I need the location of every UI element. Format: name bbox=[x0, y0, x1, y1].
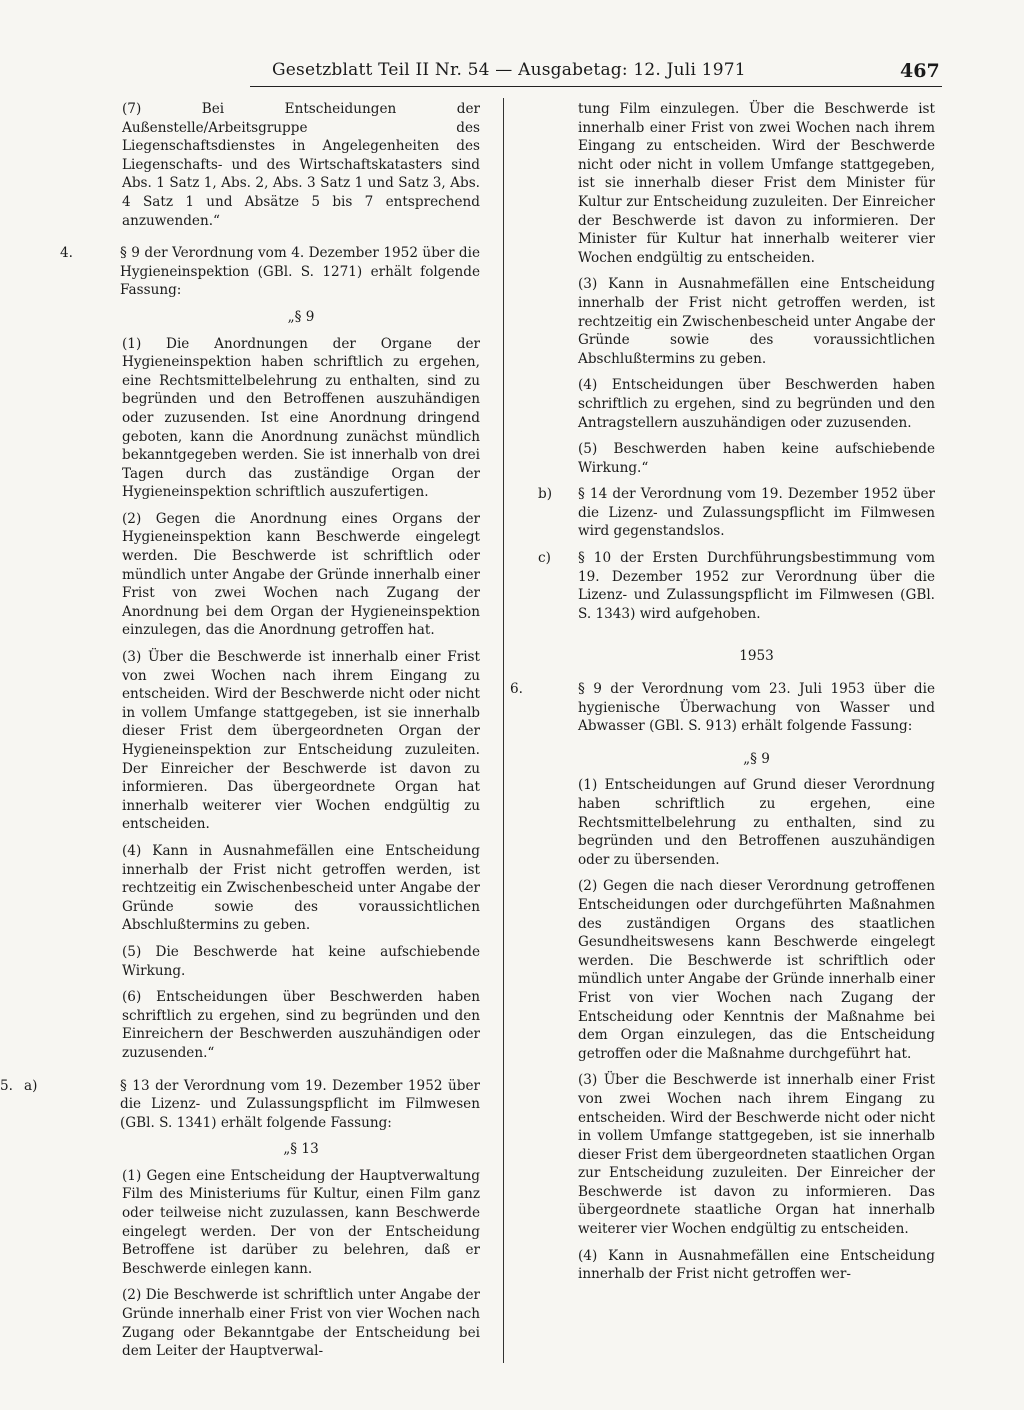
section-heading: „§ 9 bbox=[287, 308, 315, 325]
item-5b-text: § 14 der Verordnung vom 19. Dezember 1952 über die Lizenz- und Zulassungspflicht im Filmwesen wird gegenstandslos. bbox=[578, 486, 935, 540]
paragraph-2: (2) Gegen die Anordnung eines Organs der Hygieneinspektion kann Beschwerde eingelegt werden. Die Beschwerde ist schriftlich oder mündlich unter Angabe der Gründe innerhalb einer Frist von zwei Wochen nach Zugang der Anordnung bei dem Organ der Hygieneinspektion einzulegen, das die Anordnung getroffen hat. bbox=[122, 510, 480, 639]
column-divider bbox=[503, 98, 504, 1363]
item-4 bbox=[60, 244, 480, 300]
paragraph-4: (4) Entscheidungen über Beschwerden haben schriftlich zu ergehen, sind zu begründen und den Antragstellern auszuhändigen oder zuzusenden. bbox=[578, 377, 935, 431]
paragraph-3: (3) Kann in Ausnahmefällen eine Entscheidung innerhalb der Frist nicht getroffen werden, ist rechtzeitig ein Zwischenbescheid unter Angabe der Gründe sowie des voraussichtlichen Abschlußtermins zu geben. bbox=[578, 276, 935, 367]
header-rule bbox=[250, 86, 942, 87]
item-6-number: 6. bbox=[510, 681, 523, 698]
item-5a-label: a) bbox=[24, 1077, 38, 1094]
item-4-text: § 9 der Verordnung vom 4. Dezember 1952 über die Hygieneinspektion (GBl. S. 1271) erhält folgende Fassung: bbox=[120, 245, 480, 299]
item-5-label: 5. bbox=[0, 1077, 13, 1094]
paragraph-3: (3) Über die Beschwerde ist innerhalb einer Frist von zwei Wochen nach ihrem Eingang zu entscheiden. Wird der Beschwerde nicht oder nicht in vollem Umfange stattgegeben, ist sie innerhalb dieser Frist dem übergeordneten Organ der Hygieneinspektion zur Entscheidung zuzuleiten. Der Einreicher der Beschwerde ist davon zu informieren. Das übergeordnete Organ hat innerhalb weiterer vier Wochen endgültig zu entscheiden. bbox=[122, 649, 480, 833]
paragraph-1: (1) Gegen eine Entscheidung der Hauptverwaltung Film des Ministeriums für Kultur, einen Film ganz oder teilweise nicht zuzulassen, kann Beschwerde eingelegt werden. Der von der Entscheidung Betroffene ist darüber zu belehren, daß er Beschwerde einlegen kann. bbox=[122, 1167, 480, 1277]
item-5c-label: c) bbox=[538, 550, 551, 567]
page-number: 467 bbox=[900, 60, 940, 82]
section-heading: „§ 9 bbox=[743, 750, 770, 767]
item-5b bbox=[510, 485, 935, 541]
item-5a-text: § 13 der Verordnung vom 19. Dezember 1952 über die Lizenz- und Zulassungspflicht im Filmwesen (GBl. S. 1341) erhält folgende Fassung: bbox=[120, 1077, 480, 1131]
item-5c-text: § 10 der Ersten Durchführungsbestimmung vom 19. Dezember 1952 zur Verordnung über die Lizenz- und Zulassungspflicht im Filmwesen (GBl. S. 1343) wird aufgehoben. bbox=[578, 550, 935, 622]
paragraph-3: (3) Über die Beschwerde ist innerhalb einer Frist von zwei Wochen nach ihrem Eingang zu entscheiden. Wird der Beschwerde nicht oder nicht in vollem Umfange stattgegeben, ist sie innerhalb dieser Frist dem übergeordneten staatlichen Organ zur Entscheidung zuzuleiten. Der Einreicher der Beschwerde ist davon zu informieren. Das übergeordnete staatliche Organ hat innerhalb weiterer vier Wochen endgültig zu entscheiden. bbox=[578, 1072, 935, 1238]
left-column bbox=[0, 100, 480, 1369]
paragraph-1: (1) Entscheidungen auf Grund dieser Verordnung haben schriftlich zu ergehen, eine Rechtsmittelbelehrung zu enthalten, sind zu begründen und den Betroffenen auszuhändigen oder zu übersenden. bbox=[578, 777, 935, 868]
paragraph-5: (5) Die Beschwerde hat keine aufschiebende Wirkung. bbox=[122, 943, 480, 979]
year-heading: 1953 bbox=[739, 648, 774, 665]
paragraph-4: (4) Kann in Ausnahmefällen eine Entscheidung innerhalb der Frist nicht getroffen wer- bbox=[578, 1247, 935, 1283]
page-header bbox=[0, 58, 1024, 88]
right-column bbox=[510, 100, 935, 1292]
item-4-number: 4. bbox=[60, 245, 73, 262]
running-title: Gesetzblatt Teil II Nr. 54 — Ausgabetag: 12. Juli 1971 bbox=[272, 60, 746, 80]
paragraph-7: (7) Bei Entscheidungen der Außenstelle/Arbeitsgruppe des Liegenschaftsdienstes in Angelegenheiten des Liegenschafts- und des Wirtschaftskatasters sind Abs. 1 Satz 1, Abs. 2, Abs. 3 Satz 1 und Satz 3, Abs. 4 Satz 1 und Absätze 5 bis 7 entsprechend anzuwenden.“ bbox=[122, 101, 480, 229]
paragraph-4: (4) Kann in Ausnahmefällen eine Entscheidung innerhalb der Frist nicht getroffen werden, ist rechtzeitig ein Zwischenbescheid unter Angabe der Gründe sowie des voraussichtlichen Abschlußtermins zu geben. bbox=[122, 842, 480, 934]
paragraph-continued: tung Film einzulegen. Über die Beschwerde ist innerhalb einer Frist von zwei Wochen nach ihrem Eingang zu entscheiden. Wird der Beschwerde nicht oder nicht in vollem Umfange stattgegeben, ist sie innerhalb dieser Frist dem Minister für Kultur zur Entscheidung zuzuleiten. Der Einreicher der Beschwerde ist davon zu informieren. Der Minister für Kultur hat innerhalb weiterer vier Wochen endgültig zu entscheiden. bbox=[578, 101, 935, 266]
item-5a bbox=[0, 1077, 480, 1133]
paragraph-1: (1) Die Anordnungen der Organe der Hygieneinspektion haben schriftlich zu ergehen, eine Rechtsmittelbelehrung zu enthalten, sind zu begründen und den Betroffenen auszuhändigen oder zuzusenden. Ist eine Anordnung dringend geboten, kann die Anordnung zunächst mündlich bekanntgegeben werden. Sie ist innerhalb von drei Tagen durch das zuständige Organ der Hygieneinspektion schriftlich auszufertigen. bbox=[122, 335, 480, 501]
item-6-text: § 9 der Verordnung vom 23. Juli 1953 über die hygienische Überwachung von Wasser und Abwasser (GBl. S. 913) erhält folgende Fassung: bbox=[578, 681, 935, 735]
paragraph-2: (2) Die Beschwerde ist schriftlich unter Angabe der Gründe innerhalb einer Frist von vier Wochen nach Zugang oder Bekanntgabe der Entscheidung bei dem Leiter der Hauptverwal- bbox=[122, 1287, 480, 1360]
item-5b-label: b) bbox=[538, 486, 553, 503]
item-5c bbox=[510, 549, 935, 623]
paragraph-2: (2) Gegen die nach dieser Verordnung getroffenen Entscheidungen oder durchgeführten Maßnahmen des zuständigen Organs des staatlichen Gesundheitswesens kann Beschwerde eingelegt werden. Die Beschwerde ist schriftlich oder mündlich unter Angabe der Gründe innerhalb einer Frist von vier Wochen nach Zugang der Entscheidung oder Kenntnis der Maßnahme bei dem Organ einzulegen, das die Entscheidung getroffen oder die Maßnahme durchgeführt hat. bbox=[578, 878, 935, 1062]
item-5-number bbox=[0, 1077, 52, 1096]
paragraph-6: (6) Entscheidungen über Beschwerden haben schriftlich zu ergehen, sind zu begründen und den Einreichern der Beschwerden auszuhändigen oder zuzusenden.“ bbox=[122, 989, 480, 1061]
item-6 bbox=[510, 680, 935, 736]
section-heading: „§ 13 bbox=[283, 1141, 319, 1158]
paragraph-5: (5) Beschwerden haben keine aufschiebende Wirkung.“ bbox=[578, 441, 935, 476]
